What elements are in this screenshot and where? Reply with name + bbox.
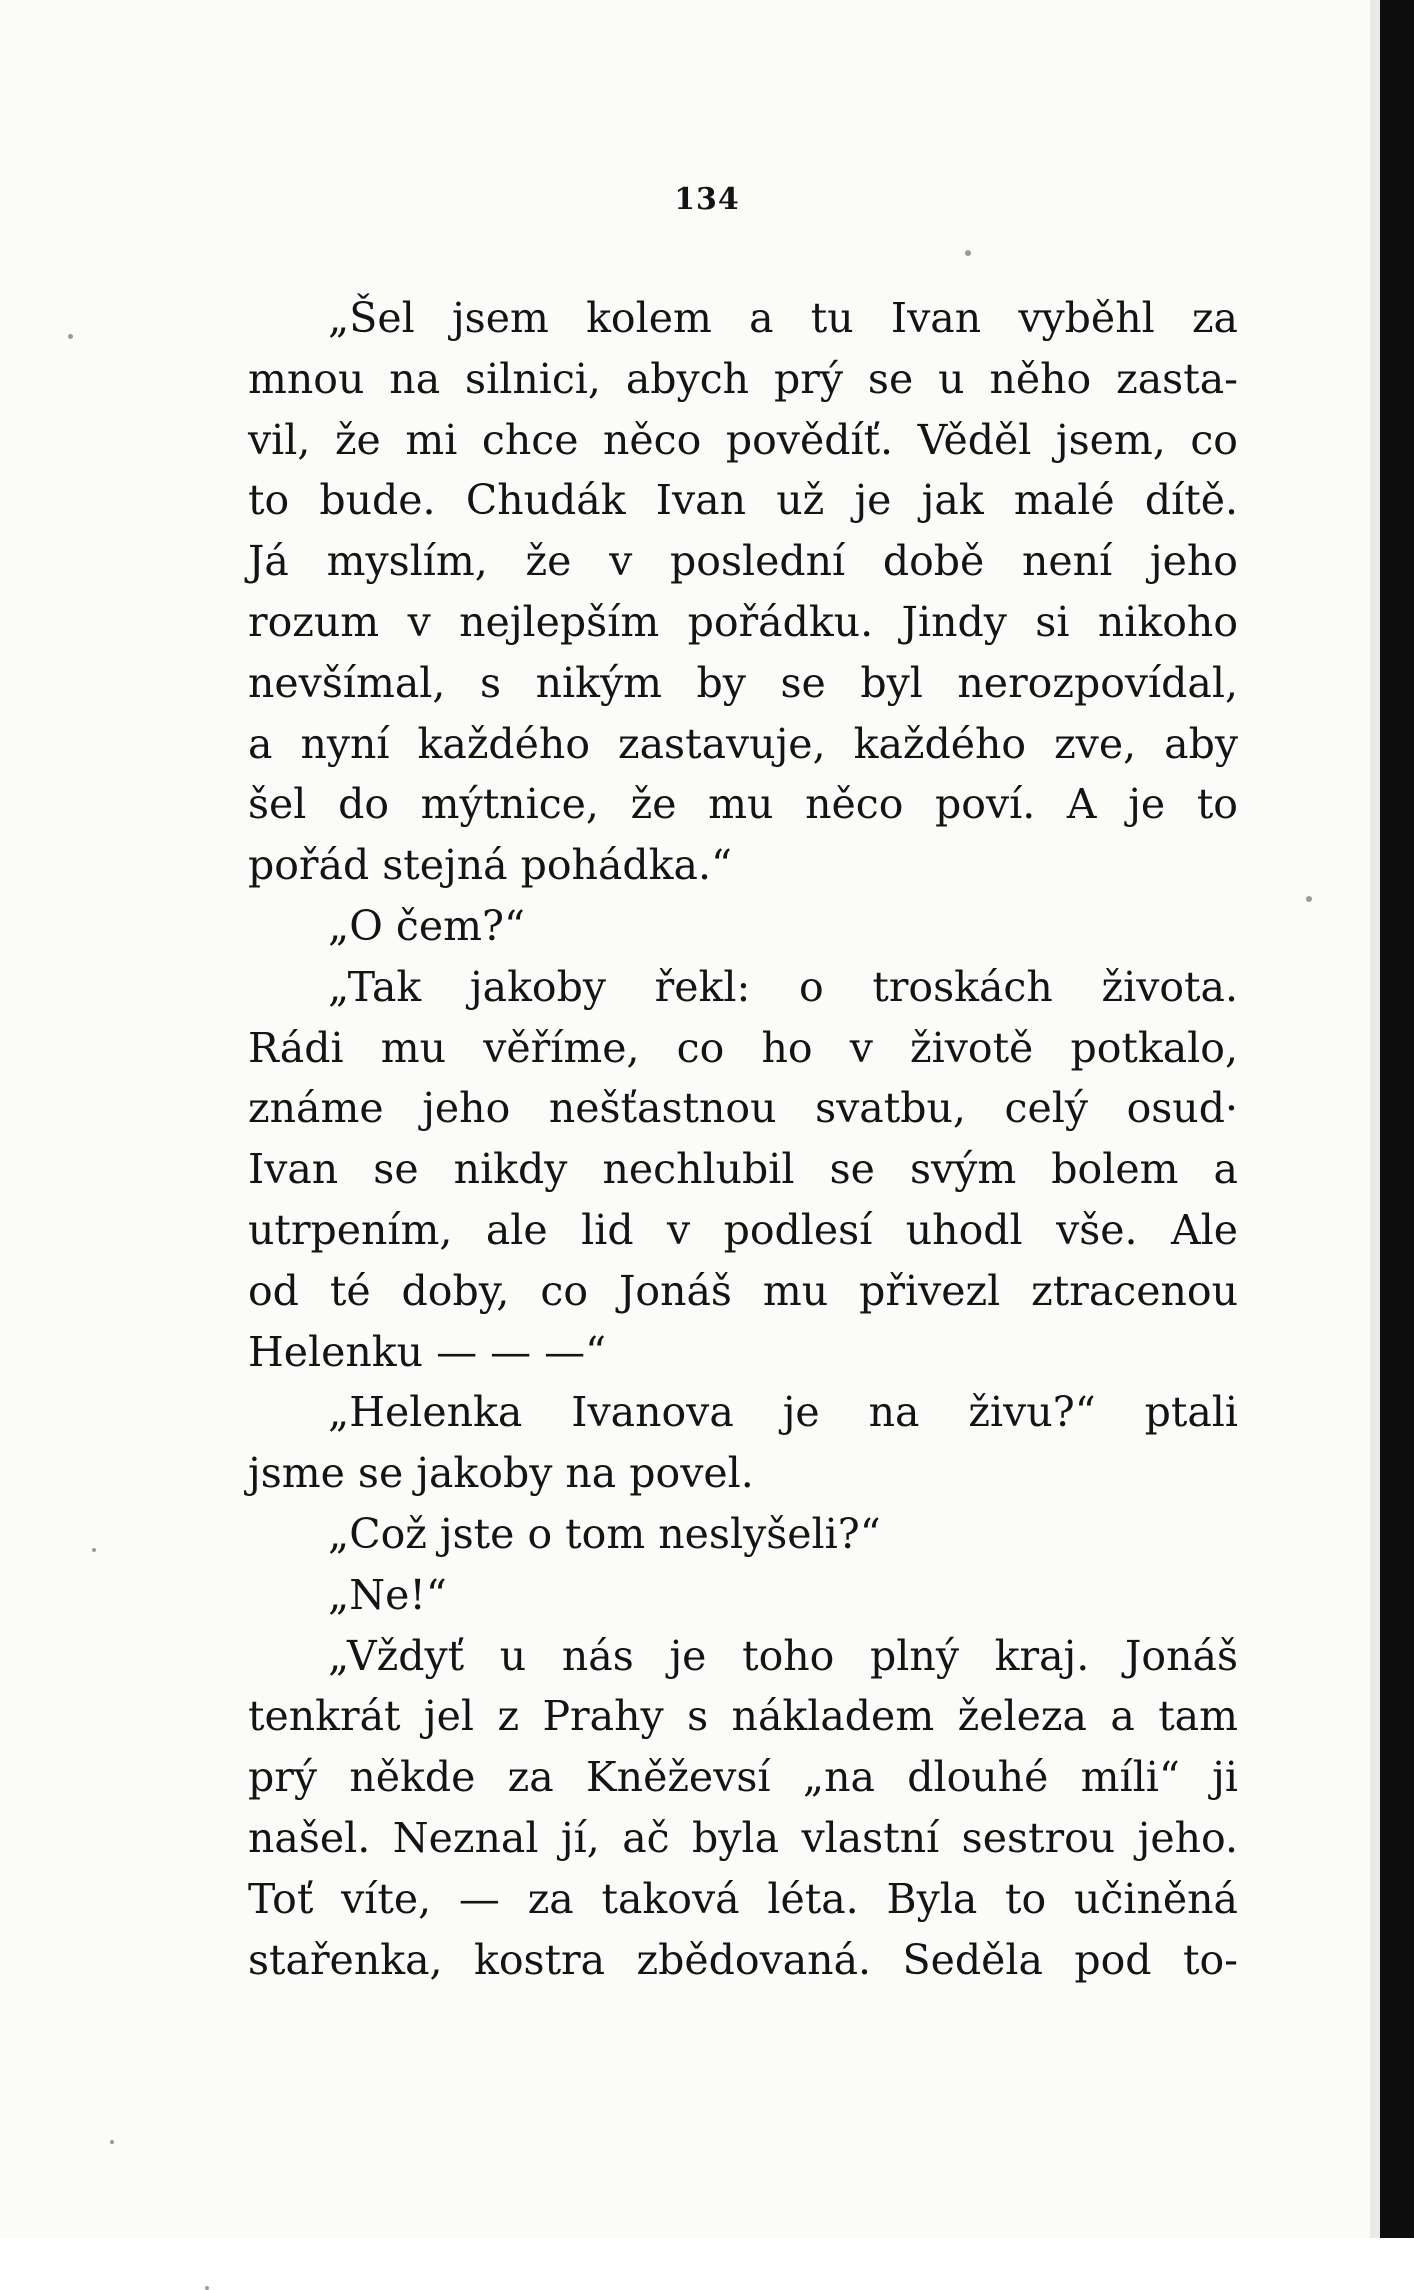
body-text — [248, 288, 1238, 1990]
text-line: od té doby, co Jonáš mu přivezl ztracenou — [248, 1266, 1238, 1315]
scan-border — [1380, 0, 1414, 2238]
scan-speck — [965, 250, 971, 256]
text-line: Toť víte, — za taková léta. Byla to učiněná — [248, 1874, 1238, 1923]
page-number: 134 — [674, 182, 740, 217]
text-line: Ivan se nikdy nechlubil se svým bolem a — [248, 1145, 1238, 1194]
scan-speck — [205, 2286, 209, 2290]
text-line: Já myslím, že v poslední době není jeho — [248, 537, 1238, 586]
text-line: rozum v nejlepším pořádku. Jindy si nikoho — [248, 597, 1238, 646]
scan-speck — [68, 334, 73, 339]
text-line: pořád stejná pohádka.“ — [248, 841, 732, 890]
text-line: „Vždyť u nás je toho plný kraj. Jonáš — [328, 1631, 1238, 1680]
text-line: utrpením, ale lid v podlesí uhodl vše. Ale — [248, 1205, 1238, 1254]
text-line: Rádi mu věříme, co ho v životě potkalo, — [248, 1023, 1238, 1072]
text-line: našel. Neznal jí, ač byla vlastní sestrou jeho. — [248, 1813, 1238, 1862]
text-line: a nyní každého zastavuje, každého zve, aby — [248, 719, 1238, 768]
text-line: „O čem?“ — [328, 901, 525, 950]
text-line: známe jeho nešťastnou svatbu, celý osud· — [248, 1084, 1238, 1133]
text-line: nevšímal, s nikým by se byl nerozpovídal, — [248, 658, 1238, 707]
scan-speck — [92, 1548, 96, 1552]
page-edge-shadow — [1370, 0, 1380, 2238]
text-line: „Což jste o tom neslyšeli?“ — [328, 1509, 881, 1558]
text-line: jsme se jakoby na povel. — [248, 1449, 754, 1498]
text-line: vil, že mi chce něco povědíť. Věděl jsem, co — [248, 415, 1238, 464]
text-line: prý někde za Kněževsí „na dlouhé míli“ ji — [248, 1753, 1238, 1802]
text-line: Helenku — — —“ — [248, 1327, 607, 1376]
text-line: „Helenka Ivanova je na živu?“ ptali — [328, 1388, 1238, 1437]
text-line: šel do mýtnice, že mu něco poví. A je to — [248, 780, 1238, 829]
text-line: „Tak jakoby řekl: o troskách života. — [328, 962, 1238, 1011]
text-line: „Šel jsem kolem a tu Ivan vyběhl za — [328, 294, 1238, 342]
text-line: mnou na silnici, abych prý se u něho zasta- — [248, 354, 1238, 403]
text-line: stařenka, kostra zbědovaná. Seděla pod to- — [248, 1935, 1238, 1984]
text-line: tenkrát jel z Prahy s nákladem železa a tam — [248, 1692, 1238, 1741]
scan-speck — [110, 2140, 114, 2144]
text-line: „Ne!“ — [328, 1570, 447, 1619]
text-line: to bude. Chudák Ivan už je jak malé dítě. — [248, 476, 1238, 525]
scan-speck — [1306, 896, 1312, 902]
